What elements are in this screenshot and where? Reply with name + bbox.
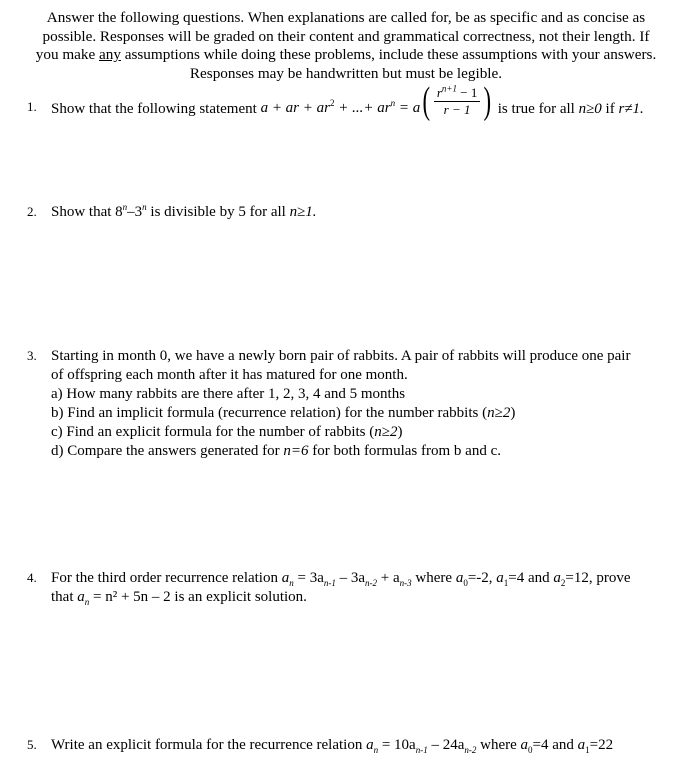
q1-series-lhs: a + ar + ar [260, 99, 330, 116]
q3-d-text: d) Compare the answers generated for [51, 443, 284, 459]
q5-a1-sub: 1 [585, 745, 590, 755]
q2-cond: n≥1. [289, 204, 317, 220]
q5-a0-val: =4 and [532, 737, 578, 753]
q4-a2-sub: 2 [560, 578, 566, 588]
q4-a0-sub: 0 [463, 578, 468, 588]
fraction-denominator [444, 102, 471, 118]
instructions [22, 9, 670, 83]
q4-line-1 [51, 569, 631, 588]
question-number: 3. [27, 348, 37, 363]
left-paren: ( [422, 80, 431, 122]
q4-a1-val: =4 and [508, 570, 554, 586]
instructions-line-2: possible. Responses will be graded on their content and grammatical correctness, not their length. If [42, 27, 650, 45]
q4-a0: a [455, 570, 464, 586]
question-4 [27, 569, 677, 609]
question-number: 1. [27, 99, 37, 114]
num-base: r [436, 84, 442, 100]
q3-line-1: Starting in month 0, we have a newly born pair of rabbits. A pair of rabbits will produce one pair [51, 348, 631, 364]
question-number: 5. [27, 737, 37, 752]
q1-series-mid: + ...+ ar [334, 99, 391, 116]
q3-part-a: a) How many rabbits are there after 1, 2, 3, 4 and 5 months [51, 386, 406, 402]
instructions-line-1: Answer the following questions. When explanations are called for, be as specific and as concise as [46, 9, 646, 26]
question-body [51, 203, 317, 222]
q2-text: Show that [51, 204, 116, 220]
q5-line-1 [51, 736, 613, 755]
instructions-text: you make [35, 46, 100, 64]
q5-a: a [366, 737, 374, 753]
den-text: r − 1 [443, 101, 471, 117]
fraction-numerator [434, 85, 480, 102]
q3-part-c [51, 423, 402, 442]
q2-exp-1: n [122, 202, 128, 212]
underlined-any: any [99, 46, 121, 64]
q2-expr-base-a: 8 [115, 204, 123, 220]
q3-c-text: c) Find an explicit formula for the number of rabbits ( [51, 424, 375, 440]
q1-series [261, 85, 421, 118]
q2-post-text: is divisible by 5 for all [146, 204, 290, 220]
q3-line-2: of offspring each month after it has matured for one month. [51, 367, 408, 383]
q4-a1-sub: 1 [503, 578, 509, 588]
q1-if: if [601, 100, 619, 117]
instructions-line-4: Responses may be handwritten but must be legible. [189, 64, 503, 82]
q3-c-close: ) [397, 424, 403, 440]
q3-b-close: ) [510, 405, 516, 421]
q1-exp-n: n [390, 97, 396, 108]
q4-sub-1: n-1 [323, 578, 336, 588]
question-3 [27, 347, 677, 462]
instructions-text: assumptions while doing these problems, include these assumptions with your answers. [120, 46, 657, 64]
question-5 [27, 736, 677, 756]
q5-sub-2: n-2 [464, 745, 477, 755]
num-tail: − 1 [457, 84, 478, 100]
q4-text: For the third order recurrence relation [51, 570, 282, 586]
q5-sub-1: n-1 [415, 745, 428, 755]
q4-term-3: + a [377, 570, 400, 586]
q1-cond-n: n≥0 [578, 100, 602, 117]
q4-a: a [281, 570, 290, 586]
q4-sub-2: n-2 [365, 578, 378, 588]
q4-a0-val: =-2, [467, 570, 497, 586]
q4-a2-val: =12, prove [565, 570, 631, 586]
q5-a1-val: =22 [589, 737, 614, 753]
question-body [51, 82, 644, 120]
q4-sub-3: n-3 [399, 578, 412, 588]
q2-exp-2: n [142, 202, 147, 212]
q1-cond-r: r≠1. [618, 100, 644, 117]
question-number: 4. [27, 570, 37, 585]
q1-post-text: is true for all [497, 100, 579, 117]
q3-c-cond: n≥2 [374, 424, 398, 440]
q5-a0: a [520, 737, 529, 753]
q1-fraction [434, 85, 480, 118]
q3-b-cond: n≥2 [487, 405, 511, 421]
q4-line-2 [51, 588, 307, 607]
q5-a-sub: n [373, 745, 379, 755]
instructions-line-3 [22, 46, 670, 65]
q3-d-cond: n=6 [283, 443, 309, 459]
q1-eq: = a [395, 99, 421, 116]
q4-sub: n [289, 578, 294, 588]
q1-exp: 2 [329, 97, 335, 108]
q3-d-text-end: for both formulas from b and c. [308, 443, 501, 459]
q4-that: that [51, 589, 78, 605]
q4-a2: a [553, 570, 561, 586]
q3-b-text: b) Find an implicit formula (recurrence relation) for the number rabbits ( [51, 405, 488, 421]
q5-term-2: – 24a [427, 737, 465, 753]
question-2 [27, 203, 677, 223]
q4-an-sub: n [84, 597, 90, 607]
question-1 [27, 82, 677, 132]
q1-condition [498, 84, 644, 119]
q5-a0-sub: 0 [528, 745, 533, 755]
num-exp: n+1 [441, 83, 457, 94]
q5-text: Write an explicit formula for the recurrence relation [51, 737, 367, 753]
q5-a1: a [577, 737, 586, 753]
right-paren: ) [483, 80, 492, 122]
q4-solution: = n² + 5n – 2 [89, 589, 171, 605]
q3-part-b [51, 404, 515, 423]
q5-where: where [476, 737, 521, 753]
q1-intro-text: Show that the following statement [51, 100, 257, 117]
q4-post: is an explicit solution. [170, 589, 307, 605]
q4-an: a [77, 589, 85, 605]
q4-a1: a [496, 570, 504, 586]
question-number: 2. [27, 204, 37, 219]
q5-eq: = 10a [378, 737, 416, 753]
q4-term-2: – 3a [335, 570, 366, 586]
q4-eq: = 3a [293, 570, 324, 586]
q3-part-d [51, 442, 501, 461]
q2-expr-base-b: –3 [127, 204, 143, 220]
q4-where: where [411, 570, 456, 586]
